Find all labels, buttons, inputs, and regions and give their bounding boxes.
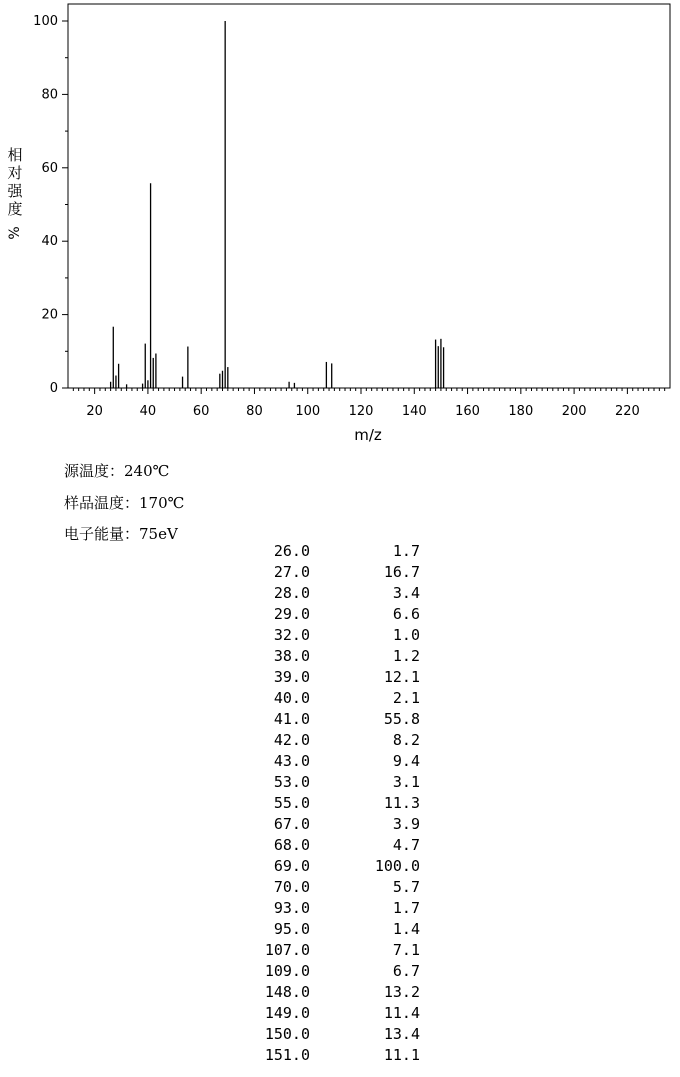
peak-intensity: 100.0 — [374, 857, 420, 875]
y-axis-label — [4, 146, 26, 242]
peak-intensity: 8.2 — [392, 731, 420, 749]
peak-row — [230, 940, 430, 961]
peak-row — [230, 625, 430, 646]
peak-mz: 151.0 — [264, 1046, 310, 1064]
peak-mz: 107.0 — [264, 941, 310, 959]
peak-row — [230, 730, 430, 751]
peak-intensity: 3.9 — [392, 815, 420, 833]
peak-intensity: 3.1 — [392, 773, 420, 791]
peak-mz: 26.0 — [273, 542, 310, 560]
peak-intensity: 1.7 — [392, 899, 420, 917]
x-tick-label: 180 — [508, 404, 534, 419]
peak-row — [230, 982, 430, 1003]
peak-row — [230, 646, 430, 667]
peak-row — [230, 1024, 430, 1045]
peak-mz: 70.0 — [273, 878, 310, 896]
peak-mz: 69.0 — [273, 857, 310, 875]
peak-row — [230, 856, 430, 877]
peak-intensity: 1.0 — [392, 626, 420, 644]
peak-mz: 53.0 — [273, 773, 310, 791]
peak-intensity: 1.2 — [392, 647, 420, 665]
peak-intensity: 11.3 — [383, 794, 420, 812]
peak-row — [230, 667, 430, 688]
peak-intensity: 9.4 — [392, 752, 420, 770]
peak-intensity: 16.7 — [383, 563, 420, 581]
y-tick-label: 80 — [41, 87, 58, 103]
y-tick-label: 60 — [41, 160, 58, 176]
peak-mz: 149.0 — [264, 1004, 310, 1022]
peak-intensity: 13.2 — [383, 983, 420, 1001]
x-tick-label: 140 — [401, 404, 427, 419]
peak-mz: 41.0 — [273, 710, 310, 728]
peak-mz: 38.0 — [273, 647, 310, 665]
peak-mz: 40.0 — [273, 689, 310, 707]
peak-intensity: 2.1 — [392, 689, 420, 707]
peak-intensity: 3.4 — [392, 584, 420, 602]
x-tick-label: 60 — [192, 404, 210, 419]
y-axis-label-char: 强 — [7, 182, 23, 200]
peak-mz: 68.0 — [273, 836, 310, 854]
peak-mz: 93.0 — [273, 899, 310, 917]
peak-row — [230, 709, 430, 730]
peak-row — [230, 688, 430, 709]
peak-intensity: 5.7 — [392, 878, 420, 896]
peak-row — [230, 793, 430, 814]
peak-mz: 148.0 — [264, 983, 310, 1001]
source-temperature: 源温度：240℃ — [64, 462, 170, 480]
peak-table — [230, 541, 430, 1066]
peak-row — [230, 604, 430, 625]
peak-intensity: 1.4 — [392, 920, 420, 938]
peak-intensity: 11.1 — [383, 1046, 420, 1064]
mass-spectrum-chart — [0, 0, 680, 450]
peak-row — [230, 541, 430, 562]
peak-intensity: 4.7 — [392, 836, 420, 854]
x-tick-label: 80 — [246, 404, 263, 419]
peak-intensity: 6.7 — [392, 962, 420, 980]
y-tick-label: 40 — [41, 234, 58, 250]
peak-intensity: 11.4 — [383, 1004, 420, 1022]
peak-row — [230, 835, 430, 856]
peak-intensity: 55.8 — [383, 710, 420, 728]
y-tick-label: 0 — [49, 381, 58, 396]
x-tick-label: 200 — [561, 404, 587, 419]
y-axis-label-char: 相 — [7, 146, 23, 164]
peak-row — [230, 1045, 430, 1066]
peak-row — [230, 562, 430, 583]
peak-mz: 43.0 — [273, 752, 310, 770]
peak-intensity: 12.1 — [383, 668, 420, 686]
peak-row — [230, 877, 430, 898]
peak-row — [230, 1003, 430, 1024]
peak-mz: 150.0 — [264, 1025, 310, 1043]
peak-row — [230, 814, 430, 835]
peak-mz: 109.0 — [264, 962, 310, 980]
peak-mz: 95.0 — [273, 920, 310, 938]
y-tick-label: 100 — [33, 14, 58, 29]
peak-mz: 29.0 — [273, 605, 310, 623]
peak-row — [230, 772, 430, 793]
x-tick-label: 40 — [139, 404, 157, 419]
x-tick-label: 20 — [86, 404, 103, 419]
y-axis-label-char: 度 — [7, 200, 23, 218]
peak-mz: 32.0 — [273, 626, 310, 644]
sample-temperature: 样品温度：170℃ — [64, 494, 185, 512]
plot-frame — [68, 4, 670, 388]
peak-intensity: 6.6 — [392, 605, 420, 623]
peak-row — [230, 583, 430, 604]
peak-mz: 28.0 — [273, 584, 310, 602]
peak-intensity: 7.1 — [392, 941, 420, 959]
electron-energy: 电子能量：75eV — [64, 525, 178, 543]
y-tick-label: 20 — [41, 307, 58, 323]
peak-mz: 67.0 — [273, 815, 310, 833]
peak-row — [230, 751, 430, 772]
peak-row — [230, 919, 430, 940]
peak-intensity: 1.7 — [392, 542, 420, 560]
peak-mz: 42.0 — [273, 731, 310, 749]
peak-mz: 39.0 — [273, 668, 310, 686]
x-axis-label: m/z — [354, 426, 382, 444]
peak-mz: 27.0 — [273, 563, 310, 581]
x-tick-label: 100 — [295, 404, 321, 419]
x-tick-label: 160 — [455, 404, 480, 419]
y-axis-unit: % — [7, 226, 23, 240]
peak-row — [230, 898, 430, 919]
x-tick-label: 120 — [348, 404, 374, 419]
peak-intensity: 13.4 — [383, 1025, 420, 1043]
y-axis-label-char: 对 — [7, 164, 23, 182]
x-tick-label: 220 — [614, 404, 640, 419]
peak-row — [230, 961, 430, 982]
peak-mz: 55.0 — [273, 794, 310, 812]
